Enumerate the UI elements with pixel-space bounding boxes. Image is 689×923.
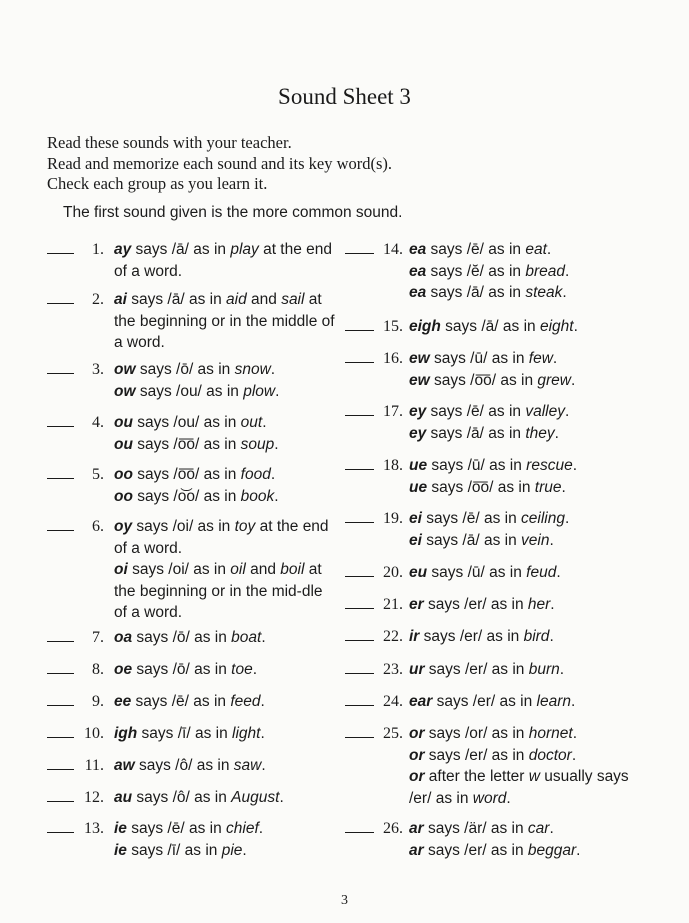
key-word: w: [528, 768, 540, 785]
sound-line: [114, 755, 339, 777]
key-word: snow: [234, 361, 271, 378]
sound-text: .: [242, 841, 247, 859]
item-text: [409, 626, 634, 648]
sound-text: says /ī/ as in: [126, 841, 222, 859]
sound-text: says /er/ as in: [423, 841, 528, 859]
sound-text: .: [554, 424, 559, 442]
sound-text: .: [576, 841, 581, 859]
page-number: 3: [341, 893, 348, 908]
item-number: 25.: [383, 725, 403, 742]
item-number: 10.: [84, 725, 104, 742]
sound-text: .: [562, 284, 567, 301]
item-number: 22.: [383, 628, 403, 645]
sound-text: says /ô/ as in: [134, 757, 234, 774]
item-text: [409, 239, 634, 304]
sound-text: .: [549, 628, 554, 645]
sound-line: [114, 723, 339, 745]
phonogram: or: [409, 725, 425, 742]
item-text: [409, 455, 634, 498]
item-number: 8.: [92, 661, 104, 678]
sound-text: at the end of a word.: [114, 518, 329, 557]
key-word: her: [527, 596, 551, 613]
item-number: 16.: [383, 350, 403, 367]
phonogram: oo: [114, 466, 133, 483]
item-number: 14.: [383, 241, 403, 258]
item-text: [409, 691, 634, 713]
item-text: [409, 659, 634, 681]
item-text: [114, 818, 339, 861]
sound-text: .: [549, 820, 554, 837]
sound-text: says /ā/ as in: [426, 284, 526, 301]
item-number: 1.: [92, 241, 104, 258]
item-number: 18.: [383, 457, 403, 474]
item-number: 11.: [84, 757, 104, 774]
item-text: [409, 348, 634, 391]
sound-text: .: [258, 820, 264, 837]
sound-text: says /ū/ as in: [427, 564, 527, 581]
key-word: toy: [234, 518, 256, 535]
item-number: 5.: [92, 466, 104, 483]
key-word: rescue: [526, 457, 573, 474]
item-text: [409, 594, 634, 616]
sound-line: [114, 412, 339, 434]
item-text: [409, 818, 634, 861]
phonogram: ie: [114, 841, 127, 859]
phonogram: ir: [409, 628, 420, 645]
item-text: [409, 401, 634, 444]
sound-text: .: [556, 564, 561, 581]
phonogram: eigh: [409, 318, 441, 335]
sound-line: [409, 261, 634, 283]
phonogram: au: [114, 789, 133, 806]
sound-text: at the beginning or in the middle of a word.: [114, 291, 335, 351]
sound-line: [409, 659, 634, 681]
item-number: 7.: [92, 629, 104, 646]
item-text: [114, 412, 339, 455]
key-word: few: [528, 350, 553, 367]
phonogram: ie: [114, 820, 127, 837]
key-word: hornet: [528, 725, 573, 742]
phonogram: er: [409, 596, 424, 613]
sound-text: says /ou/ as in: [132, 414, 241, 431]
sound-text: at the end of a word.: [114, 241, 333, 280]
sound-line: [409, 423, 634, 445]
key-word: toe: [231, 661, 253, 678]
sound-line: [114, 659, 339, 681]
sound-text: .: [270, 361, 276, 378]
key-word: true: [534, 478, 562, 496]
instruction-line: Read these sounds with your teacher.: [47, 133, 292, 152]
sound-line: [409, 745, 634, 767]
sound-line: [409, 455, 634, 477]
phonogram: ey: [409, 403, 427, 420]
sound-line: [409, 594, 634, 616]
sound-text: says /o͞o/ as in: [132, 466, 241, 483]
item-text: [114, 289, 339, 354]
sound-line: [409, 723, 634, 745]
sound-line: [409, 401, 634, 423]
item-text: [114, 755, 339, 777]
key-word: grew: [537, 371, 571, 389]
instruction-line: Read and memorize each sound and its key word(s).: [47, 153, 393, 173]
item-number: 3.: [92, 361, 104, 378]
item-number: 20.: [383, 564, 403, 581]
sound-text: says /oi/ as in: [132, 518, 235, 535]
sound-text: .: [506, 789, 511, 807]
key-word: burn: [528, 661, 560, 678]
phonogram: ar: [409, 820, 424, 837]
sound-text: .: [274, 435, 279, 453]
phonogram: ow: [114, 382, 136, 400]
key-word: valley: [525, 403, 565, 420]
sound-text: says /ē/ as in: [126, 820, 227, 837]
phonogram: ew: [409, 350, 430, 367]
key-word: vein: [521, 531, 550, 549]
sound-text: says /ē/ as in: [131, 693, 231, 710]
item-number: 23.: [383, 661, 403, 678]
phonogram: ee: [114, 693, 132, 710]
sound-text: .: [572, 725, 577, 742]
phonogram: ay: [114, 241, 132, 258]
sound-text: .: [564, 403, 570, 420]
sound-text: says /o͞o/ as in: [427, 478, 535, 496]
sound-text: says /ā/ as in: [421, 531, 522, 549]
phonogram: ea: [409, 262, 427, 280]
key-word: boat: [231, 629, 262, 646]
sound-text: says /ū/ as in: [427, 457, 527, 474]
key-word: steak: [525, 284, 563, 301]
key-word: doctor: [528, 746, 572, 764]
item-text: [114, 691, 339, 713]
item-text: [114, 359, 339, 402]
page-title: Sound Sheet 3: [278, 84, 411, 109]
phonogram: ow: [114, 361, 136, 378]
key-word: book: [240, 487, 275, 505]
phonogram: igh: [114, 725, 138, 742]
key-word: sail: [281, 291, 305, 308]
key-word: play: [230, 241, 259, 258]
phonogram: or: [409, 746, 425, 764]
sound-text: says /er/ as in: [432, 693, 537, 710]
instructions: [47, 133, 392, 195]
key-word: they: [525, 424, 555, 442]
sound-text: says /oi/ as in: [127, 561, 231, 578]
sound-text: says /o͝o/ as in: [132, 487, 241, 505]
item-number: 26.: [383, 820, 403, 837]
sound-text: .: [571, 746, 577, 764]
sound-line: [409, 562, 634, 584]
sound-text: .: [564, 510, 570, 527]
sound-line: [409, 282, 634, 304]
sound-text: .: [275, 382, 280, 400]
phonogram: ea: [409, 241, 427, 258]
phonogram: oe: [114, 661, 133, 678]
sound-text: says /ô/ as in: [132, 789, 232, 806]
sound-text: says /ou/ as in: [135, 382, 244, 400]
phonogram: ei: [409, 510, 422, 527]
phonogram: eu: [409, 564, 428, 581]
sound-text: .: [561, 478, 566, 496]
sound-text: usually says /er/ as in: [409, 768, 629, 807]
key-word: eat: [525, 241, 547, 258]
sound-text: says /er/ as in: [419, 628, 524, 645]
sound-text: and: [246, 291, 282, 308]
sound-line: [409, 626, 634, 648]
sound-text: .: [572, 457, 578, 474]
sound-text: .: [260, 693, 265, 710]
sound-text: says /ā/ as in: [426, 424, 526, 442]
sound-line: [409, 477, 634, 499]
sound-text: says /ā/ as in: [440, 318, 540, 335]
sound-line: [409, 508, 634, 530]
sound-text: .: [252, 661, 258, 678]
item-text: [114, 627, 339, 649]
sound-line: [409, 818, 634, 840]
key-word: boil: [280, 561, 305, 578]
sound-line: [409, 530, 634, 552]
sound-text: says /ē/ as in: [426, 403, 526, 420]
sound-line: [114, 691, 339, 713]
sound-line: [114, 381, 339, 403]
sound-line: [114, 434, 339, 456]
phonogram: oo: [114, 487, 133, 505]
sound-text: says /o͞o/ as in: [132, 435, 241, 453]
phonogram: ur: [409, 661, 425, 678]
phonogram: aw: [114, 757, 135, 774]
sound-text: .: [549, 531, 554, 549]
sound-line: [409, 370, 634, 392]
key-word: soup: [240, 435, 275, 453]
key-word: plow: [243, 382, 276, 400]
sound-text: says /ō/ as in: [132, 661, 232, 678]
key-word: car: [527, 820, 550, 837]
sound-text: says /ĕ/ as in: [426, 262, 526, 280]
item-number: 4.: [92, 414, 104, 431]
key-word: bird: [523, 628, 550, 645]
item-number: 21.: [383, 596, 403, 613]
sound-text: .: [262, 414, 267, 431]
sound-line: [114, 627, 339, 649]
item-number: 13.: [84, 820, 104, 837]
item-text: [409, 723, 634, 809]
phonogram: oa: [114, 629, 133, 646]
key-word: aid: [226, 291, 247, 308]
phonogram: ew: [409, 371, 430, 389]
phonogram: oi: [114, 561, 128, 578]
item-text: [114, 464, 339, 507]
sound-text: .: [552, 350, 558, 367]
key-word: feud: [526, 564, 557, 581]
phonogram: ue: [409, 457, 428, 474]
sound-text: and: [245, 561, 281, 578]
sound-line: [114, 464, 339, 486]
sound-text: .: [571, 371, 576, 389]
sound-line: [114, 840, 339, 862]
sound-text: says /ū/ as in: [429, 350, 529, 367]
sound-text: says /ē/ as in: [426, 241, 526, 258]
sound-text: .: [570, 693, 576, 710]
sound-line: [409, 766, 634, 809]
sound-text: says /er/ as in: [423, 596, 528, 613]
key-word: food: [240, 466, 271, 483]
sound-line: [409, 239, 634, 261]
phonogram: ea: [409, 284, 427, 301]
sound-text: says /er/ as in: [424, 661, 529, 678]
item-text: [114, 723, 339, 745]
item-text: [114, 659, 339, 681]
common-sound-note: The first sound given is the more common sound.: [63, 204, 403, 221]
key-word: out: [240, 414, 263, 431]
sound-text: says /or/ as in: [424, 725, 529, 742]
sound-text: .: [550, 596, 555, 613]
sound-line: [114, 516, 339, 559]
key-word: chief: [226, 820, 259, 837]
item-number: 24.: [383, 693, 403, 710]
phonogram: ou: [114, 414, 133, 431]
item-text: [114, 516, 339, 624]
key-word: feed: [230, 693, 261, 710]
sound-text: .: [564, 262, 570, 280]
phonogram: ar: [409, 841, 424, 859]
sound-text: after the letter: [424, 768, 529, 785]
item-number: 9.: [92, 693, 104, 710]
item-number: 6.: [92, 518, 104, 535]
phonogram: ai: [114, 291, 127, 308]
phonogram: oy: [114, 518, 133, 535]
key-word: word: [472, 789, 507, 807]
key-word: ceiling: [521, 510, 565, 527]
sound-text: says /ō/ as in: [135, 361, 235, 378]
phonogram: ei: [409, 531, 422, 549]
key-word: light: [232, 725, 261, 742]
item-number: 17.: [383, 403, 403, 420]
sound-text: says /är/ as in: [423, 820, 528, 837]
sound-text: .: [260, 725, 265, 742]
sound-text: .: [261, 629, 266, 646]
sound-line: [114, 787, 339, 809]
sound-text: .: [274, 487, 279, 505]
sound-line: [409, 691, 634, 713]
phonogram: or: [409, 768, 425, 785]
sound-line: [114, 818, 339, 840]
key-word: beggar: [527, 841, 577, 859]
sound-text: says /ē/ as in: [421, 510, 522, 527]
sound-line: [114, 239, 339, 282]
sound-text: says /ō/ as in: [132, 629, 232, 646]
item-number: 15.: [383, 318, 403, 335]
key-word: August: [231, 789, 280, 806]
sound-text: says /ī/ as in: [137, 725, 233, 742]
phonogram: ear: [409, 693, 433, 710]
sound-line: [409, 316, 634, 338]
sound-text: .: [559, 661, 565, 678]
sound-text: says /er/ as in: [424, 746, 529, 764]
item-text: [409, 508, 634, 551]
sound-line: [114, 359, 339, 381]
sound-line: [409, 348, 634, 370]
item-text: [114, 239, 339, 282]
item-number: 12.: [84, 789, 104, 806]
instruction-line: Check each group as you learn it.: [47, 174, 268, 193]
sound-text: at the beginning or in the mid-dle of a word.: [114, 561, 323, 621]
key-word: saw: [233, 757, 262, 774]
phonogram: ue: [409, 478, 428, 496]
key-word: bread: [525, 262, 565, 280]
sound-text: .: [546, 241, 552, 258]
key-word: pie: [221, 841, 243, 859]
sound-text: says /o͞o/ as in: [429, 371, 538, 389]
sound-text: says /ā/ as in: [126, 291, 227, 308]
sound-text: says /ā/ as in: [131, 241, 231, 258]
phonogram: ou: [114, 435, 133, 453]
key-word: eight: [539, 318, 574, 335]
sound-line: [114, 559, 339, 624]
item-text: [114, 787, 339, 809]
phonogram: ey: [409, 424, 427, 442]
sound-text: .: [279, 789, 284, 806]
item-number: 19.: [383, 510, 403, 527]
item-text: [409, 316, 634, 338]
sound-text: .: [261, 757, 266, 774]
key-word: oil: [230, 561, 246, 578]
sound-line: [114, 289, 339, 354]
sound-text: .: [270, 466, 276, 483]
sound-line: [409, 840, 634, 862]
key-word: learn: [536, 693, 571, 710]
sound-text: .: [573, 318, 578, 335]
item-text: [409, 562, 634, 584]
item-number: 2.: [92, 291, 104, 308]
sound-line: [114, 486, 339, 508]
